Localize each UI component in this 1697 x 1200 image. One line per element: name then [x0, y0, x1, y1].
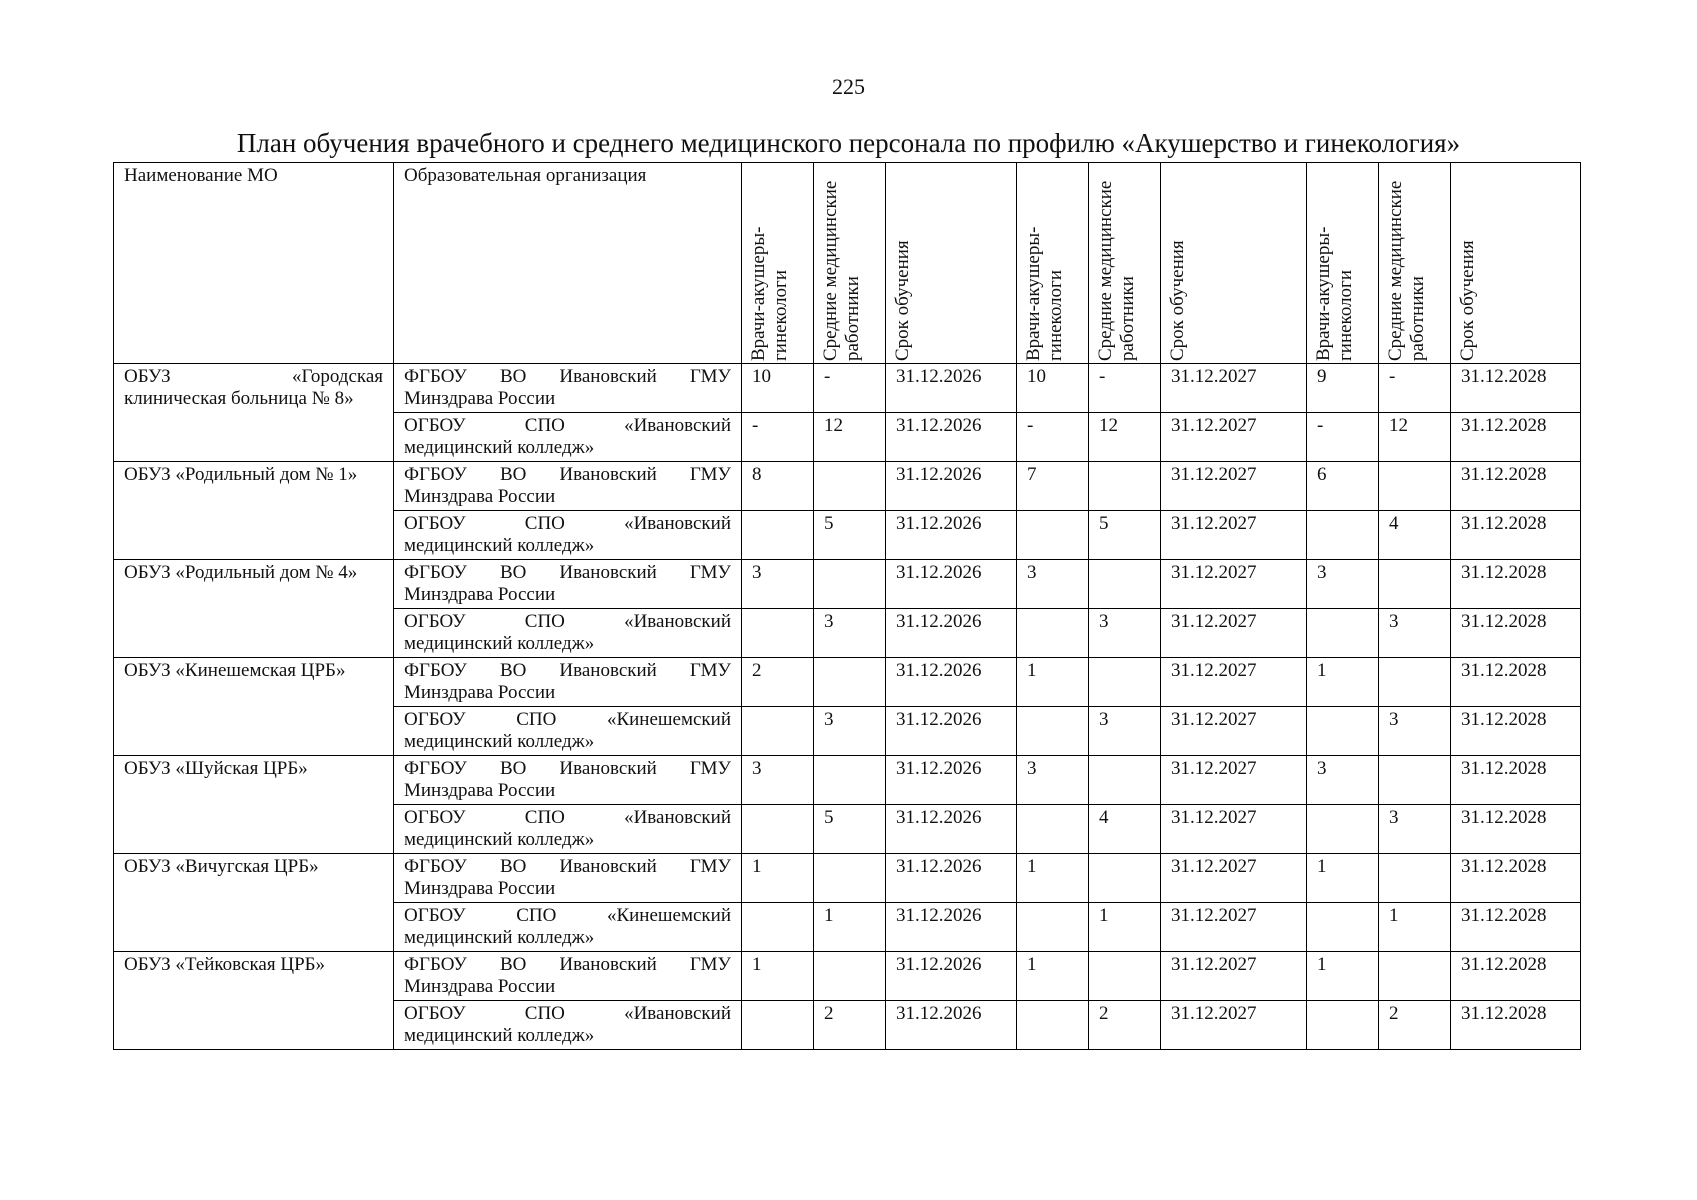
term-cell: 31.12.2028	[1451, 560, 1581, 609]
term-cell: 31.12.2027	[1161, 609, 1307, 658]
mo-name-cell: ОБУЗ «Кинешемская ЦРБ»	[114, 658, 394, 756]
nurses-count-cell: 2	[1089, 1001, 1161, 1050]
doctors-count-cell: -	[742, 413, 814, 462]
education-org-cell: ФГБОУ ВО Ивановский ГМУ Минздрава России	[394, 364, 742, 413]
doctors-count-cell: 1	[1307, 658, 1379, 707]
header-nurses-2026: Средние медицинские работники	[814, 163, 886, 364]
term-cell: 31.12.2026	[886, 805, 1017, 854]
term-cell: 31.12.2026	[886, 609, 1017, 658]
nurses-count-cell: 3	[1379, 707, 1451, 756]
table-row	[114, 854, 1581, 903]
term-cell: 31.12.2027	[1161, 560, 1307, 609]
education-org-cell: ФГБОУ ВО Ивановский ГМУ Минздрава России	[394, 854, 742, 903]
term-cell: 31.12.2027	[1161, 903, 1307, 952]
nurses-count-cell: 4	[1379, 511, 1451, 560]
doctors-count-cell	[1017, 707, 1089, 756]
term-cell: 31.12.2028	[1451, 609, 1581, 658]
term-cell: 31.12.2026	[886, 511, 1017, 560]
mo-name-cell: ОБУЗ «Городская клиническая больница № 8»	[114, 364, 394, 462]
term-cell: 31.12.2027	[1161, 511, 1307, 560]
nurses-count-cell: 3	[1089, 707, 1161, 756]
doctors-count-cell	[742, 805, 814, 854]
nurses-count-cell: 3	[814, 707, 886, 756]
term-cell: 31.12.2027	[1161, 756, 1307, 805]
header-term-2027: Срок обучения	[1161, 163, 1307, 364]
term-cell: 31.12.2026	[886, 952, 1017, 1001]
mo-name-cell: ОБУЗ «Вичугская ЦРБ»	[114, 854, 394, 952]
nurses-count-cell: 12	[814, 413, 886, 462]
doctors-count-cell: 3	[1017, 560, 1089, 609]
doctors-count-cell: 6	[1307, 462, 1379, 511]
doctors-count-cell: 10	[742, 364, 814, 413]
nurses-count-cell: 1	[1379, 903, 1451, 952]
term-cell: 31.12.2027	[1161, 854, 1307, 903]
education-org-cell: ОГБОУ СПО «Ивановский медицинский колледж»	[394, 511, 742, 560]
education-org-cell: ОГБОУ СПО «Ивановский медицинский колледж»	[394, 1001, 742, 1050]
nurses-count-cell	[1379, 560, 1451, 609]
term-cell: 31.12.2027	[1161, 1001, 1307, 1050]
term-cell: 31.12.2026	[886, 854, 1017, 903]
nurses-count-cell	[1089, 756, 1161, 805]
term-cell: 31.12.2026	[886, 413, 1017, 462]
header-nurses-2027: Средние медицинские работники	[1089, 163, 1161, 364]
term-cell: 31.12.2026	[886, 1001, 1017, 1050]
nurses-count-cell	[814, 658, 886, 707]
doctors-count-cell	[1307, 1001, 1379, 1050]
doctors-count-cell: 3	[742, 756, 814, 805]
doctors-count-cell: -	[1307, 413, 1379, 462]
education-org-cell: ФГБОУ ВО Ивановский ГМУ Минздрава России	[394, 756, 742, 805]
doctors-count-cell	[1307, 707, 1379, 756]
term-cell: 31.12.2027	[1161, 364, 1307, 413]
doctors-count-cell	[742, 511, 814, 560]
nurses-count-cell: 12	[1379, 413, 1451, 462]
nurses-count-cell: 12	[1089, 413, 1161, 462]
education-org-cell: ФГБОУ ВО Ивановский ГМУ Минздрава России	[394, 560, 742, 609]
doctors-count-cell	[1017, 1001, 1089, 1050]
nurses-count-cell: 5	[814, 511, 886, 560]
doctors-count-cell: 1	[1307, 854, 1379, 903]
doctors-count-cell	[1017, 511, 1089, 560]
term-cell: 31.12.2028	[1451, 511, 1581, 560]
doctors-count-cell	[742, 903, 814, 952]
term-cell: 31.12.2026	[886, 462, 1017, 511]
document-title: План обучения врачебного и среднего медицинского персонала по профилю «Акушерство и гинекология»	[236, 128, 1461, 158]
nurses-count-cell: 2	[814, 1001, 886, 1050]
term-cell: 31.12.2028	[1451, 462, 1581, 511]
mo-name-cell: ОБУЗ «Родильный дом № 4»	[114, 560, 394, 658]
term-cell: 31.12.2026	[886, 658, 1017, 707]
doctors-count-cell: 3	[1307, 560, 1379, 609]
term-cell: 31.12.2026	[886, 560, 1017, 609]
nurses-count-cell: 3	[1379, 805, 1451, 854]
term-cell: 31.12.2027	[1161, 805, 1307, 854]
doctors-count-cell	[1307, 805, 1379, 854]
nurses-count-cell: 3	[814, 609, 886, 658]
header-term-2026: Срок обучения	[886, 163, 1017, 364]
doctors-count-cell	[1307, 609, 1379, 658]
doctors-count-cell: 9	[1307, 364, 1379, 413]
term-cell: 31.12.2027	[1161, 413, 1307, 462]
education-org-cell: ОГБОУ СПО «Кинешемский медицинский колледж»	[394, 903, 742, 952]
nurses-count-cell: 3	[1089, 609, 1161, 658]
nurses-count-cell	[1379, 462, 1451, 511]
table-row	[114, 560, 1581, 609]
mo-name-cell: ОБУЗ «Шуйская ЦРБ»	[114, 756, 394, 854]
table-body	[114, 364, 1581, 1050]
education-org-cell: ОГБОУ СПО «Ивановский медицинский колледж»	[394, 609, 742, 658]
term-cell: 31.12.2028	[1451, 364, 1581, 413]
doctors-count-cell: 3	[1307, 756, 1379, 805]
doctors-count-cell: 8	[742, 462, 814, 511]
nurses-count-cell: 3	[1379, 609, 1451, 658]
doctors-count-cell	[1017, 805, 1089, 854]
nurses-count-cell	[1089, 854, 1161, 903]
nurses-count-cell	[1379, 952, 1451, 1001]
education-org-cell: ОГБОУ СПО «Ивановский медицинский колледж»	[394, 413, 742, 462]
term-cell: 31.12.2026	[886, 903, 1017, 952]
education-org-cell: ОГБОУ СПО «Кинешемский медицинский колледж»	[394, 707, 742, 756]
doctors-count-cell	[1017, 609, 1089, 658]
nurses-count-cell: -	[1379, 364, 1451, 413]
nurses-count-cell	[1089, 560, 1161, 609]
education-org-cell: ФГБОУ ВО Ивановский ГМУ Минздрава России	[394, 462, 742, 511]
education-org-cell: ФГБОУ ВО Ивановский ГМУ Минздрава России	[394, 658, 742, 707]
nurses-count-cell	[814, 952, 886, 1001]
doctors-count-cell	[1017, 903, 1089, 952]
doctors-count-cell	[1307, 903, 1379, 952]
term-cell: 31.12.2026	[886, 756, 1017, 805]
nurses-count-cell	[814, 756, 886, 805]
term-cell: 31.12.2028	[1451, 854, 1581, 903]
nurses-count-cell: 1	[1089, 903, 1161, 952]
nurses-count-cell: -	[1089, 364, 1161, 413]
nurses-count-cell: -	[814, 364, 886, 413]
doctors-count-cell: 3	[742, 560, 814, 609]
nurses-count-cell	[1379, 854, 1451, 903]
doctors-count-cell: 1	[1307, 952, 1379, 1001]
doctors-count-cell: 1	[1017, 854, 1089, 903]
term-cell: 31.12.2027	[1161, 707, 1307, 756]
term-cell: 31.12.2028	[1451, 805, 1581, 854]
header-doctors-2026: Врачи-акушеры- гинекологи	[742, 163, 814, 364]
header-mo: Наименование МО	[114, 163, 394, 364]
term-cell: 31.12.2027	[1161, 658, 1307, 707]
term-cell: 31.12.2028	[1451, 658, 1581, 707]
doctors-count-cell: 1	[742, 952, 814, 1001]
term-cell: 31.12.2028	[1451, 756, 1581, 805]
term-cell: 31.12.2026	[886, 707, 1017, 756]
term-cell: 31.12.2028	[1451, 1001, 1581, 1050]
doctors-count-cell: 10	[1017, 364, 1089, 413]
table-row	[114, 364, 1581, 413]
doctors-count-cell: 2	[742, 658, 814, 707]
header-org: Образовательная организация	[394, 163, 742, 364]
nurses-count-cell	[814, 854, 886, 903]
doctors-count-cell: 7	[1017, 462, 1089, 511]
doctors-count-cell: 1	[1017, 952, 1089, 1001]
table-row	[114, 462, 1581, 511]
table-row	[114, 756, 1581, 805]
mo-name-cell: ОБУЗ «Родильный дом № 1»	[114, 462, 394, 560]
nurses-count-cell: 5	[814, 805, 886, 854]
doctors-count-cell	[1307, 511, 1379, 560]
doctors-count-cell: 1	[1017, 658, 1089, 707]
term-cell: 31.12.2026	[886, 364, 1017, 413]
page-number: 225	[832, 74, 865, 99]
education-org-cell: ОГБОУ СПО «Ивановский медицинский колледж»	[394, 805, 742, 854]
doctors-count-cell: -	[1017, 413, 1089, 462]
nurses-count-cell: 2	[1379, 1001, 1451, 1050]
table-row	[114, 952, 1581, 1001]
header-nurses-2028: Средние медицинские работники	[1379, 163, 1451, 364]
nurses-count-cell: 1	[814, 903, 886, 952]
term-cell: 31.12.2027	[1161, 462, 1307, 511]
term-cell: 31.12.2028	[1451, 903, 1581, 952]
table-header	[114, 163, 1581, 364]
term-cell: 31.12.2028	[1451, 952, 1581, 1001]
nurses-count-cell: 4	[1089, 805, 1161, 854]
doctors-count-cell: 1	[742, 854, 814, 903]
term-cell: 31.12.2028	[1451, 413, 1581, 462]
nurses-count-cell	[1089, 462, 1161, 511]
nurses-count-cell	[1089, 658, 1161, 707]
doctors-count-cell: 3	[1017, 756, 1089, 805]
term-cell: 31.12.2027	[1161, 952, 1307, 1001]
training-plan-table	[113, 162, 1581, 1050]
header-term-2028: Срок обучения	[1451, 163, 1581, 364]
doctors-count-cell	[742, 609, 814, 658]
nurses-count-cell	[814, 462, 886, 511]
doctors-count-cell	[742, 707, 814, 756]
nurses-count-cell	[1379, 756, 1451, 805]
nurses-count-cell: 5	[1089, 511, 1161, 560]
header-doctors-2027: Врачи-акушеры- гинекологи	[1017, 163, 1089, 364]
header-doctors-2028: Врачи-акушеры- гинекологи	[1307, 163, 1379, 364]
nurses-count-cell	[814, 560, 886, 609]
education-org-cell: ФГБОУ ВО Ивановский ГМУ Минздрава России	[394, 952, 742, 1001]
nurses-count-cell	[1089, 952, 1161, 1001]
doctors-count-cell	[742, 1001, 814, 1050]
table-row	[114, 658, 1581, 707]
nurses-count-cell	[1379, 658, 1451, 707]
term-cell: 31.12.2028	[1451, 707, 1581, 756]
mo-name-cell: ОБУЗ «Тейковская ЦРБ»	[114, 952, 394, 1050]
